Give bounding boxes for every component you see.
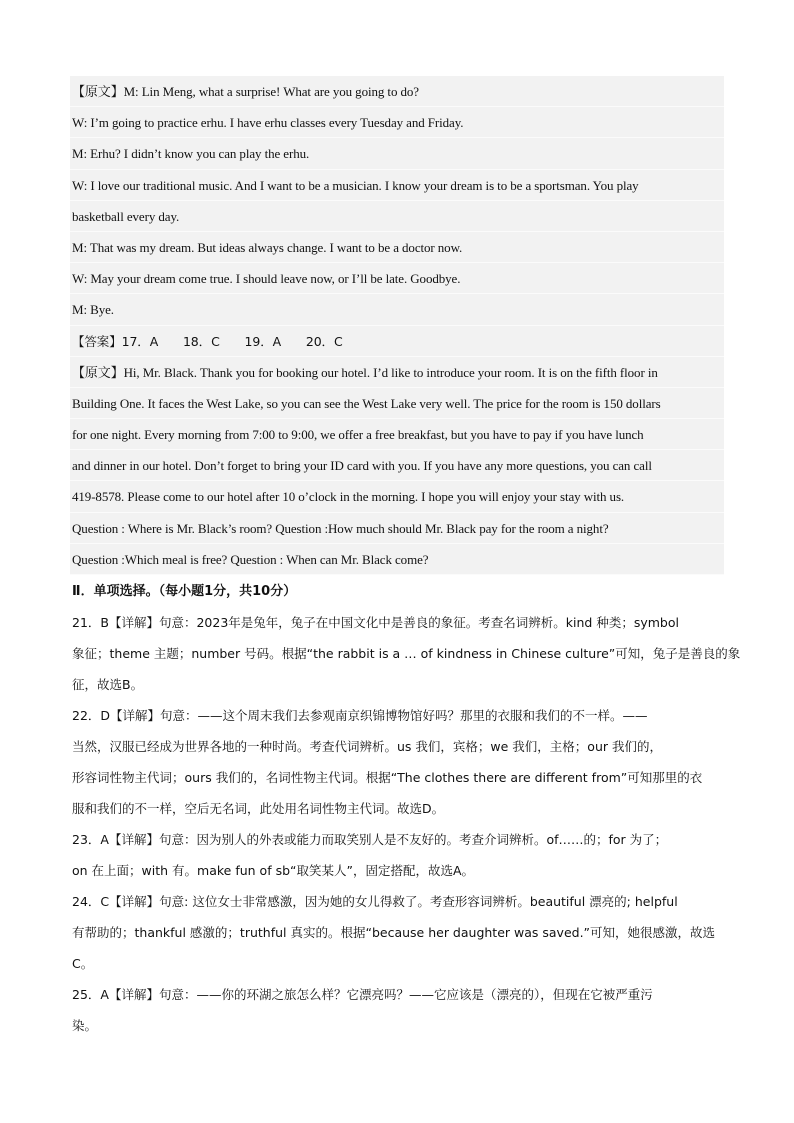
transcript-line: W: May your dream come true. I should leave now, or I’ll be late. Goodbye. [70, 263, 724, 294]
answer-key-line: 【答案】17．A 18．C 19．A 20．C [70, 326, 724, 357]
explanation-line: 染。 [72, 1018, 98, 1033]
explanation-line: 25．A【详解】句意：——你的环湖之旅怎么样？它漂亮吗？——它应该是（漂亮的），但现在它被严重污 [72, 987, 653, 1002]
explanation-24 [70, 886, 724, 979]
explanation-line: 有帮助的；thankful 感激的；truthful 真实的。根据“because her daughter was saved.”可知，她很感激，故选 [72, 925, 716, 940]
question-line: Question : Where is Mr. Black’s room? Question :How much should Mr. Black pay for the room a night? [70, 513, 724, 544]
explanation-21 [70, 607, 741, 700]
transcript-line: M: That was my dream. But ideas always change. I want to be a doctor now. [70, 232, 724, 263]
transcript-line: M: Erhu? I didn’t know you can play the erhu. [70, 138, 724, 169]
explanation-23 [70, 824, 724, 886]
transcript-line: for one night. Every morning from 7:00 to 9:00, we offer a free breakfast, but you have to pay if you have lunch [70, 419, 724, 450]
transcript-line: 【原文】Hi, Mr. Black. Thank you for booking our hotel. I’d like to introduce your room. It is on the fifth floor in [70, 357, 724, 388]
explanation-line: 24．C【详解】句意: 这位女士非常感激，因为她的女儿得救了。考查形容词辨析。beautiful 漂亮的; helpful [72, 894, 678, 909]
explanation-line: 21．B【详解】句意：2023年是兔年，兔子在中国文化中是善良的象征。考查名词辨析。kind 种类；symbol [72, 615, 679, 630]
explanation-line: 征，故选B。 [72, 677, 144, 692]
explanation-25 [70, 979, 724, 1041]
transcript-line: Building One. It faces the West Lake, so you can see the West Lake very well. The price for the room is 150 dollars [70, 388, 724, 419]
section-title: Ⅱ．单项选择。（每小题1分，共10分） [72, 584, 297, 599]
transcript-line: 419-8578. Please come to our hotel after 10 o’clock in the morning. I hope you will enjoy your stay with us. [70, 481, 724, 512]
transcript-line: W: I love our traditional music. And I want to be a musician. I know your dream is to be a sportsman. You play [70, 170, 724, 201]
document-page [70, 76, 741, 1041]
explanation-line: 服和我们的不一样，空后无名词，此处用名词性物主代词。故选D。 [72, 801, 445, 816]
transcript-line: and dinner in our hotel. Don’t forget to bring your ID card with you. If you have any more questions, you can call [70, 450, 724, 481]
explanation-22 [70, 700, 724, 824]
explanation-line: 当然，汉服已经成为世界各地的一种时尚。考查代词辨析。us 我们，宾格；we 我们，主格；our 我们的， [72, 739, 662, 754]
explanation-line: 象征；theme 主题；number 号码。根据“the rabbit is a … of kindness in Chinese culture”可知，兔子是善良的象 [72, 646, 741, 661]
transcript-line: basketball every day. [70, 201, 724, 232]
explanation-line: 22．D【详解】句意：——这个周末我们去参观南京织锦博物馆好吗？那里的衣服和我们的不一样。—— [72, 708, 648, 723]
explanation-line: 23．A【详解】句意：因为别人的外表或能力而取笑别人是不友好的。考查介词辨析。of……的；for 为了； [72, 832, 668, 847]
explanation-line: on 在上面；with 有。make fun of sb“取笑某人”，固定搭配，故选A。 [72, 863, 475, 878]
transcript-line: 【原文】M: Lin Meng, what a surprise! What are you going to do? [70, 76, 724, 107]
explanation-line: C。 [72, 956, 94, 971]
transcript-line: M: Bye. [70, 294, 724, 325]
question-line: Question :Which meal is free? Question : When can Mr. Black come? [70, 544, 724, 575]
transcript-line: W: I’m going to practice erhu. I have erhu classes every Tuesday and Friday. [70, 107, 724, 138]
explanation-line: 形容词性物主代词；ours 我们的，名词性物主代词。根据“The clothes there are different from”可知那里的衣 [72, 770, 703, 785]
listening-transcript-box [70, 76, 724, 575]
